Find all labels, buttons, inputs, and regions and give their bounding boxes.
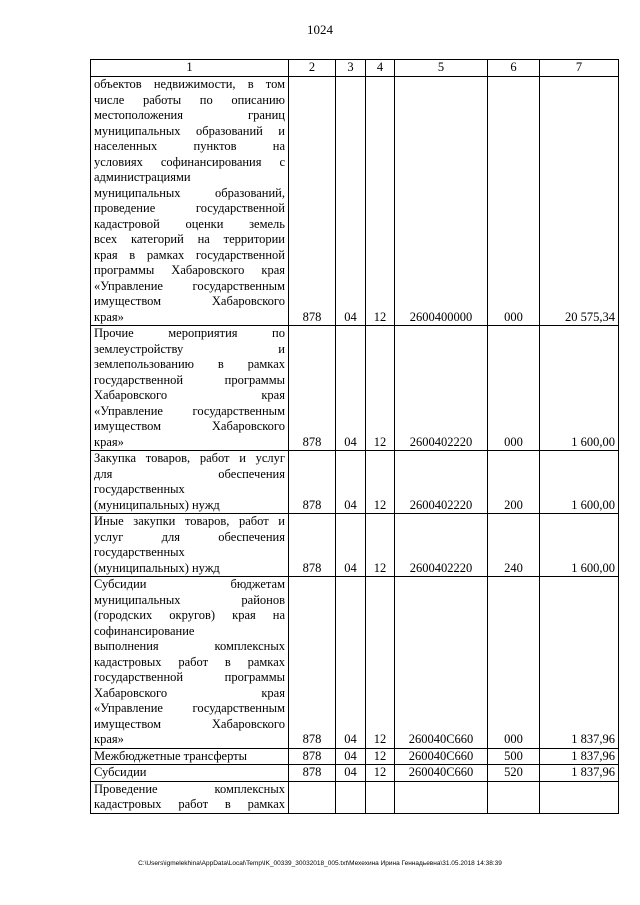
target-article-cell: 2600402220 [395, 326, 488, 451]
table-row [91, 748, 619, 765]
description-line: муниципальных образований и [94, 123, 285, 138]
description-line: государственной программы [94, 372, 285, 387]
expense-type-cell: 520 [488, 765, 540, 782]
table-row [91, 577, 619, 749]
description-line: объектов недвижимости, в том [94, 77, 285, 91]
ministry-code-cell: 878 [289, 326, 336, 451]
description-line: софинансирование [94, 623, 195, 638]
subsection-code-cell: 12 [366, 77, 395, 326]
amount-cell: 1 600,00 [540, 326, 619, 451]
target-article-cell: 260040С660 [395, 748, 488, 765]
description-line: государственных [94, 545, 185, 559]
description-line: проведение государственной [94, 201, 285, 215]
subsection-code-cell: 12 [366, 577, 395, 749]
subsection-code-cell [366, 781, 395, 813]
description-line: Прочие мероприятия по [94, 326, 285, 340]
section-code-cell: 04 [336, 577, 366, 749]
description-line: имуществом Хабаровского [94, 419, 285, 433]
description-line: имуществом Хабаровского [94, 716, 285, 731]
description-line: края» [94, 732, 124, 746]
amount-cell: 1 837,96 [540, 577, 619, 749]
row-description-cell [91, 748, 289, 765]
subsection-code-cell: 12 [366, 765, 395, 782]
description-line: (городских округов) края на [94, 608, 285, 622]
description-line: местоположения границ [94, 108, 285, 122]
description-line: землепользованию в рамках [94, 357, 285, 371]
description-line: услуг для обеспечения [94, 529, 285, 544]
description-line: Субсидии [94, 765, 147, 779]
file-path-footer: C:\Users\igmelekhina\AppData\Local\Temp\IK_00339_30032018_005.txt\Мехехина Ирина Геннадьевна\31.05.2018 14:38:39 [138, 860, 502, 867]
description-line: Иные закупки товаров, работ и [94, 514, 285, 528]
amount-cell: 20 575,34 [540, 77, 619, 326]
row-description-cell [91, 765, 289, 782]
target-article-cell: 2600402220 [395, 451, 488, 514]
budget-table [90, 59, 619, 814]
header-cell: 6 [488, 60, 540, 77]
target-article-cell: 260040С660 [395, 577, 488, 749]
row-description-cell [91, 77, 289, 326]
row-description-cell [91, 326, 289, 451]
table-header-row [91, 60, 619, 77]
row-description-cell [91, 514, 289, 577]
table-row [91, 326, 619, 451]
header-cell: 5 [395, 60, 488, 77]
target-article-cell: 2600400000 [395, 77, 488, 326]
amount-cell: 1 837,96 [540, 748, 619, 765]
row-description-cell [91, 781, 289, 813]
description-line: населенных пунктов на [94, 139, 285, 153]
target-article-cell: 2600402220 [395, 514, 488, 577]
amount-cell: 1 600,00 [540, 514, 619, 577]
section-code-cell [336, 781, 366, 813]
section-code-cell: 04 [336, 77, 366, 326]
section-code-cell: 04 [336, 326, 366, 451]
expense-type-cell: 240 [488, 514, 540, 577]
ministry-code-cell: 878 [289, 451, 336, 514]
header-cell: 7 [540, 60, 619, 77]
section-code-cell: 04 [336, 765, 366, 782]
description-line: государственной программы [94, 670, 285, 684]
description-line: государственных [94, 482, 185, 496]
ministry-code-cell: 878 [289, 748, 336, 765]
table-body [91, 60, 619, 814]
description-line: (муниципальных) нужд [94, 497, 220, 512]
description-line: выполнения комплексных [94, 639, 285, 653]
subsection-code-cell: 12 [366, 326, 395, 451]
expense-type-cell: 000 [488, 577, 540, 749]
amount-cell: 1 600,00 [540, 451, 619, 514]
section-code-cell: 04 [336, 451, 366, 514]
ministry-code-cell: 878 [289, 765, 336, 782]
amount-cell [540, 781, 619, 813]
expense-type-cell: 000 [488, 326, 540, 451]
ministry-code-cell: 878 [289, 577, 336, 749]
description-line: Закупка товаров, работ и услуг [94, 451, 285, 465]
table-row [91, 451, 619, 514]
description-line: всех категорий на территории [94, 232, 285, 246]
description-line: муниципальных образований, [94, 185, 285, 200]
description-line: «Управление государственным [94, 278, 285, 293]
description-line: «Управление государственным [94, 403, 285, 418]
description-line: кадастровой оценки земель [94, 216, 285, 231]
description-line: условиях софинансирования с [94, 154, 285, 169]
description-line: администрациями [94, 170, 191, 184]
description-line: Межбюджетные трансферты [94, 748, 248, 763]
row-description-cell [91, 451, 289, 514]
table-row [91, 77, 619, 326]
ministry-code-cell: 878 [289, 514, 336, 577]
expense-type-cell: 000 [488, 77, 540, 326]
description-line: (муниципальных) нужд [94, 560, 220, 575]
description-line: для обеспечения [94, 466, 285, 481]
description-line: муниципальных районов [94, 592, 285, 607]
description-line: края» [94, 309, 124, 324]
header-cell: 4 [366, 60, 395, 77]
description-line: «Управление государственным [94, 701, 285, 715]
description-line: землеустройству и [94, 341, 285, 356]
ministry-code-cell [289, 781, 336, 813]
description-line: Проведение комплексных [94, 781, 285, 796]
table-row [91, 781, 619, 813]
target-article-cell [395, 781, 488, 813]
description-line: Хабаровского края [94, 388, 285, 402]
description-line: программы Хабаровского края [94, 263, 285, 277]
description-line: имуществом Хабаровского [94, 294, 285, 308]
page-number: 1024 [307, 22, 333, 37]
header-cell: 1 [91, 60, 289, 77]
expense-type-cell: 500 [488, 748, 540, 765]
description-line: Хабаровского края [94, 685, 285, 700]
table-row [91, 514, 619, 577]
description-line: края в рамках государственной [94, 247, 285, 262]
header-cell: 3 [336, 60, 366, 77]
description-line: Субсидии бюджетам [94, 577, 285, 591]
header-cell: 2 [289, 60, 336, 77]
description-line: кадастровых работ в рамках [94, 654, 285, 669]
subsection-code-cell: 12 [366, 451, 395, 514]
expense-type-cell: 200 [488, 451, 540, 514]
description-line: края» [94, 434, 124, 449]
target-article-cell: 260040С660 [395, 765, 488, 782]
ministry-code-cell: 878 [289, 77, 336, 326]
section-code-cell: 04 [336, 748, 366, 765]
amount-cell: 1 837,96 [540, 765, 619, 782]
subsection-code-cell: 12 [366, 748, 395, 765]
description-line: кадастровых работ в рамках [94, 797, 285, 811]
description-line: числе работы по описанию [94, 92, 285, 107]
row-description-cell [91, 577, 289, 749]
subsection-code-cell: 12 [366, 514, 395, 577]
table-row [91, 765, 619, 782]
expense-type-cell [488, 781, 540, 813]
section-code-cell: 04 [336, 514, 366, 577]
